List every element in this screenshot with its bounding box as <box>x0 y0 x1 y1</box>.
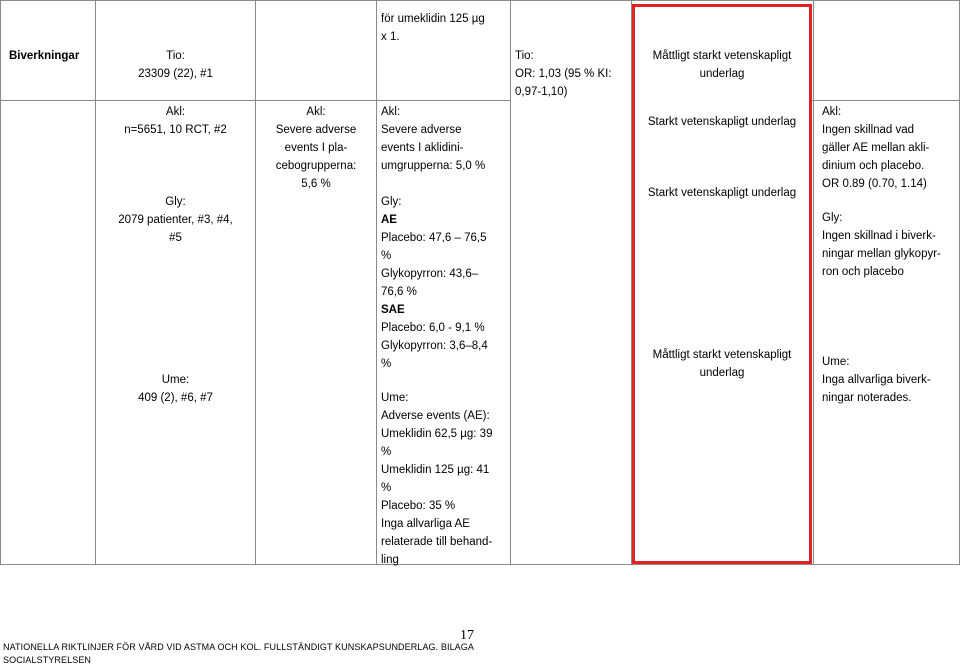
footer-publisher: SOCIALSTYRELSEN <box>3 655 92 665</box>
evidence-ume: Måttligt starkt vetenskapligt underlag <box>652 349 792 379</box>
highlight-box <box>632 4 812 564</box>
table-row-divider <box>812 100 960 101</box>
page-number: 17 <box>460 628 474 643</box>
intervention-gly: Gly: AE Placebo: 47,6 – 76,5 % Glykopyrron: 43,6– 76,6 % SAE Placebo: 6,0 - 9,1 % Glykopyrron: 3,6–8,4 % <box>381 196 488 370</box>
page-footer <box>3 641 474 667</box>
effect-tio: Tio: OR: 1,03 (95 % KI: 0,97-1,10) <box>515 50 612 98</box>
footer-title: NATIONELLA RIKTLINJER FÖR VÅRD VID ASTMA OCH KOL. FULLSTÄNDIGT KUNSKAPSUNDERLAG. BILAGA <box>3 642 474 652</box>
placebo-akl: Akl: Severe adverse events I pla- cebogrupperna: 5,6 % <box>275 106 357 190</box>
study-akl: Akl: n=5651, 10 RCT, #2 <box>124 106 227 136</box>
study-ume: Ume: 409 (2), #6, #7 <box>138 374 213 404</box>
study-tio: Tio: 23309 (22), #1 <box>138 50 213 80</box>
comment-gly: Gly: Ingen skillnad i biverk- ningar mellan glykopyr- ron och placebo <box>822 212 941 278</box>
comment-ume: Ume: Inga allvarliga biverk- ningar noterades. <box>822 356 931 404</box>
category-label: Biverkningar <box>9 50 80 62</box>
intervention-ume: Ume: Adverse events (AE): Umeklidin 62,5 µg: 39 % Umeklidin 125 µg: 41 % Placebo: 35 % Inga allvarliga AE relaterade till behand- ling <box>381 392 493 566</box>
study-gly: Gly: 2079 patienter, #3, #4, #5 <box>118 196 233 244</box>
comment-akl: Akl: Ingen skillnad vad gäller AE mellan akli- dinium och placebo. OR 0.89 (0.70, 1.14) <box>822 106 930 190</box>
evidence-akl: Starkt vetenskapligt underlag <box>647 116 797 128</box>
evidence-tio: Måttligt starkt vetenskapligt underlag <box>652 50 792 80</box>
intervention-akl: Akl: Severe adverse events I aklidini- umgrupperna: 5,0 % <box>381 106 486 172</box>
column-divider <box>376 0 377 565</box>
intervention-cell: för umeklidin 125 µg x 1. <box>381 13 485 43</box>
column-divider <box>255 0 256 565</box>
column-divider <box>510 0 511 565</box>
column-divider <box>813 0 814 565</box>
evidence-gly: Starkt vetenskapligt underlag <box>647 187 797 199</box>
column-divider <box>95 0 96 565</box>
table-top-border <box>0 0 960 1</box>
table-left-border <box>0 0 1 565</box>
